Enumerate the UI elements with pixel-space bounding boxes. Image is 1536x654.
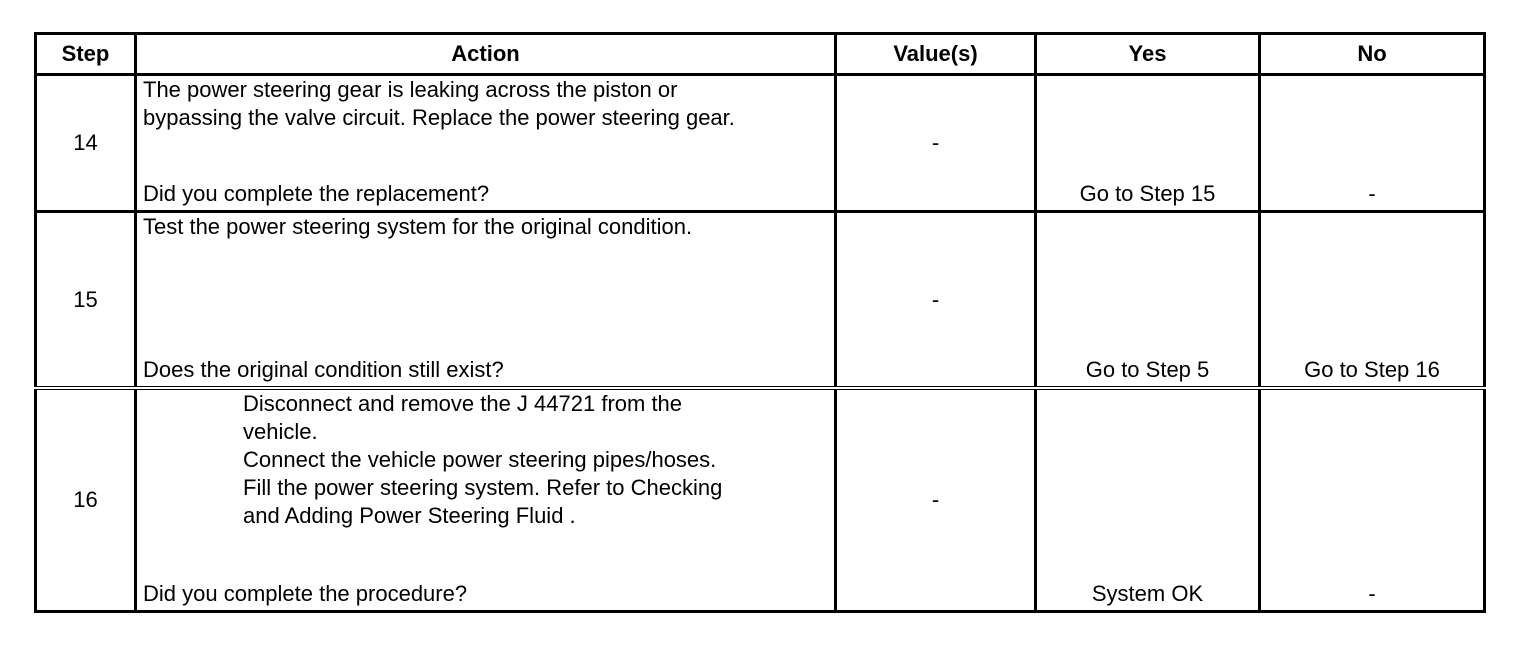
- value-cell: -: [836, 212, 1036, 389]
- yes-result: Go to Step 5: [1036, 212, 1260, 389]
- yes-result: System OK: [1036, 388, 1260, 612]
- header-row: [36, 34, 1485, 75]
- action-cell: [136, 212, 836, 389]
- step-number: 16: [36, 388, 136, 612]
- header-values: Value(s): [836, 34, 1036, 75]
- header-action: Action: [136, 34, 836, 75]
- action-cell: [136, 75, 836, 212]
- action-description: The power steering gear is leaking across the piston or bypassing the valve circuit. Replace the power steering gear.: [143, 77, 735, 130]
- action-question: Did you complete the procedure?: [143, 581, 468, 606]
- header-no: No: [1260, 34, 1485, 75]
- diagnostic-table: [34, 32, 1486, 613]
- action-cell: [136, 388, 836, 612]
- table-row-step-15: [36, 212, 1485, 389]
- action-question: Does the original condition still exist?: [143, 357, 504, 382]
- table-row-step-16: [36, 388, 1485, 612]
- header-yes: Yes: [1036, 34, 1260, 75]
- yes-result: Go to Step 15: [1036, 75, 1260, 212]
- value-cell: -: [836, 388, 1036, 612]
- step-number: 14: [36, 75, 136, 212]
- action-description: Disconnect and remove the J 44721 from the vehicle. Connect the vehicle power steering pipes/hoses. Fill the power steering system. Refer to Checking and Adding Power Steering Fluid .: [243, 391, 723, 528]
- action-description: Test the power steering system for the original condition.: [143, 214, 693, 239]
- value-cell: -: [836, 75, 1036, 212]
- step-number: 15: [36, 212, 136, 389]
- action-question: Did you complete the replacement?: [143, 181, 490, 206]
- table-row-step-14: [36, 75, 1485, 212]
- header-step: Step: [36, 34, 136, 75]
- no-result: -: [1260, 75, 1485, 212]
- no-result: Go to Step 16: [1260, 212, 1485, 389]
- no-result: -: [1260, 388, 1485, 612]
